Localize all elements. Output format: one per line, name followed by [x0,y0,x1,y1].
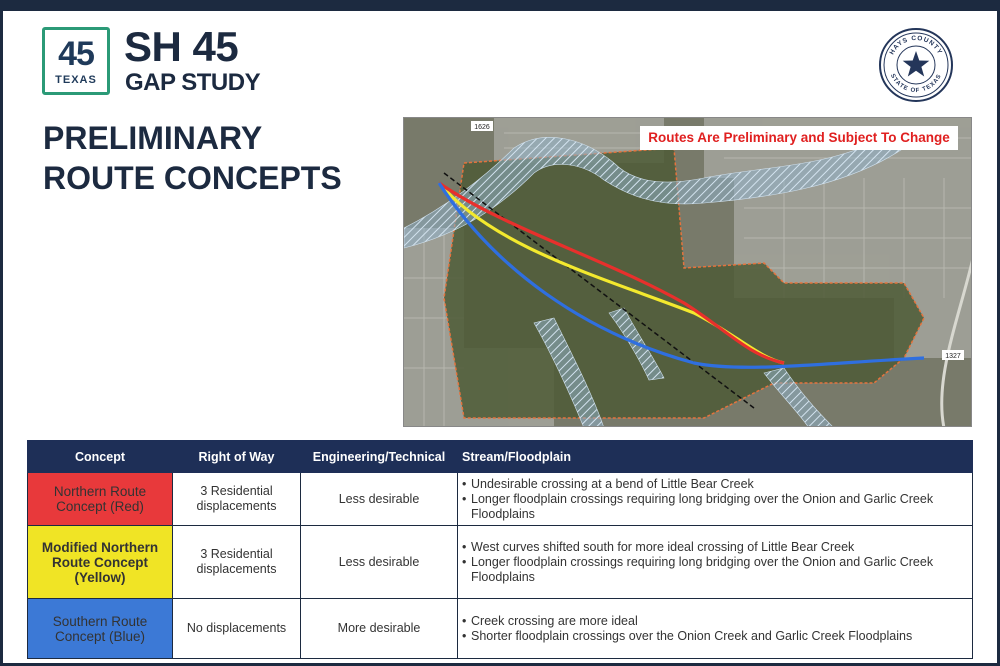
header-stream-floodplain: Stream/Floodplain [458,441,973,473]
stream-modified-northern [458,526,973,599]
right-of-way-line: 3 Residential [200,484,273,498]
concept-northern [28,473,173,526]
table-row-southern [28,599,973,659]
road-label-north: 1626 [474,124,490,131]
page-title-line-2: ROUTE CONCEPTS [43,160,342,196]
table-row-modified-northern [28,526,973,599]
sh45-logo [42,27,110,95]
concept-line: (Yellow) [74,569,126,585]
logo-number: 45 [58,35,94,73]
route-map-canvas [404,118,972,427]
stream-bullet: • Longer floodplain crossings requiring long bridging over the Onion and Garlic Creek Floodplains [462,555,968,585]
right-of-way-modified-northern [173,526,301,599]
seal-bottom-text: STATE OF TEXAS [888,73,944,95]
table-row-northern [28,473,973,526]
brand-subtitle: GAP STUDY [125,69,261,96]
stream-bullet: • Creek crossing are more ideal [462,614,968,629]
concept-line: Concept (Red) [56,499,144,514]
seal-top-text: HAYS COUNTY [888,34,944,57]
page-title [43,118,342,198]
concept-line: Northern Route [53,484,147,499]
page-title-line-1: PRELIMINARY [43,120,263,156]
engineering-northern: Less desirable [301,473,458,526]
header-engineering: Engineering/Technical [301,441,458,473]
right-of-way-northern [173,473,301,526]
route-concepts-table [27,440,973,659]
stream-bullet: • Undesirable crossing at a bend of Little Bear Creek [462,477,968,492]
brand-title: SH 45 [124,23,239,70]
right-of-way-southern: No displacements [173,599,301,659]
frame-left [0,0,3,666]
engineering-modified-northern: Less desirable [301,526,458,599]
route-map [403,117,972,427]
right-of-way-line: displacements [196,499,277,513]
county-seal-icon [878,27,954,103]
concept-line: Southern Route [52,613,148,629]
road-label-east: 1327 [945,353,961,360]
engineering-southern: More desirable [301,599,458,659]
stream-bullet: • West curves shifted south for more ideal crossing of Little Bear Creek [462,540,968,555]
stream-northern [458,473,973,526]
map-disclaimer-banner: Routes Are Preliminary and Subject To Change [640,126,958,150]
concept-line: Route Concept [52,554,148,570]
top-bar [0,0,1000,11]
stream-bullet: • Longer floodplain crossings requiring long bridging over the Onion and Garlic Creek Floodplains [462,492,968,522]
concept-southern [28,599,173,659]
header-right-of-way: Right of Way [173,441,301,473]
right-of-way-line: 3 Residential [200,547,273,561]
concept-line: Modified Northern [41,539,159,555]
table-header-row [28,441,973,473]
stream-southern [458,599,973,659]
stream-bullet: • Shorter floodplain crossings over the Onion Creek and Garlic Creek Floodplains [462,629,968,644]
concept-modified-northern [28,526,173,599]
right-of-way-line: displacements [196,562,277,576]
logo-state: TEXAS [55,74,97,86]
concept-line: Concept (Blue) [54,628,146,644]
header-concept: Concept [28,441,173,473]
